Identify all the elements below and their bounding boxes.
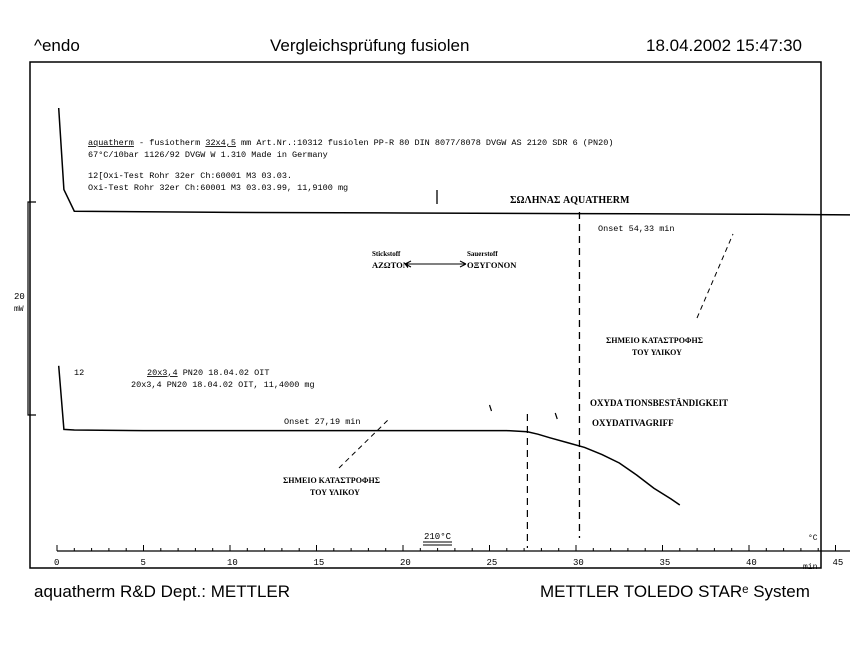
label-failure-1a: ΣΗΜΕΙΟ ΚΑΤΑΣΤΡΟΦΗΣ [606,336,703,345]
label-oxygen-gr: ΟΞΥΓΟΝΟΝ [467,260,517,270]
onset-marker-2 [490,405,558,419]
onset-label-2: Onset 27,19 min [284,417,361,427]
info-line-1a: - fusiotherm [133,138,206,148]
x-tick-label: 10 [227,558,238,568]
label-failure-2b: ΤΟΥ ΥΛΙΚΟΥ [310,488,360,497]
onset-label-1: Onset 54,33 min [598,224,675,234]
info-line-1b: mm Art.Nr.:10312 fusiolen PP-R 80 DIN 8077/8078 DVGW AS 2120 SDR 6 (PN20) [235,138,614,148]
x-tick-label: 15 [313,558,325,568]
sample2-line-1-rest: PN20 18.04.02 OIT [177,368,270,378]
x-tick-label: 20 [400,558,411,568]
label-aquatherm-pipe: ΣΩΛΗΝΑΣ AQUATHERM [510,195,630,206]
sample2-dim: 20x3,4 [147,368,178,378]
x-tick-label: 45 [832,558,844,568]
temperature-label: 210°C [424,532,452,542]
y-scale-unit: mW [14,305,24,314]
label-oxygen-de: Sauerstoff [467,250,498,258]
label-failure-1b: ΤΟΥ ΥΛΙΚΟΥ [632,348,682,357]
sample2-id: 12 [74,368,85,378]
series-line-1 [59,108,850,294]
header-title: Vergleichsprüfung fusiolen [270,36,470,55]
info-line-1 [88,138,613,148]
info-dim: 32x4,5 [205,138,236,148]
gas-switch-arrow [405,261,466,267]
label-nitrogen-de: Stickstoff [372,250,401,258]
header-left-endo: ^endo [34,36,80,55]
info-line-4: Oxi-Test Rohr 32er Ch:60001 M3 03.03.99, 11,9100 mg [88,183,349,193]
sample2-line-1 [147,368,269,378]
x-tick-label: 5 [140,558,146,568]
x-tick-label: 0 [54,558,60,568]
label-failure-2a: ΣΗΜΕΙΟ ΚΑΤΑΣΤΡΟΦΗΣ [283,476,380,485]
header-timestamp: 18.04.2002 15:47:30 [646,36,802,55]
x-unit-temp: °C [808,534,818,543]
y-scale-value: 20 [14,292,25,302]
x-tick-label: 30 [573,558,584,568]
failure-pointer-2 [339,420,388,468]
info-link: aquatherm [88,138,134,148]
footer-right: METTLER TOLEDO STARᵉ System [540,582,810,601]
label-oxidative-attack: OXYDATIVAGRIFF [592,418,674,428]
x-tick-label: 40 [746,558,757,568]
info-line-3: 12[Oxi-Test Rohr 32er Ch:60001 M3 03.03. [88,171,293,181]
x-tick-label: 35 [659,558,671,568]
x-tick-label: 25 [486,558,498,568]
label-nitrogen-gr: ΑΖΩΤΟΝ [372,260,409,270]
info-line-2: 67°C/10bar 1126/92 DVGW W 1.310 Made in Germany [88,150,328,160]
footer-left: aquatherm R&D Dept.: METTLER [34,582,291,601]
y-scale-bracket [28,202,36,415]
label-oxidation-resistance: OXYDA TIONSBESTÄNDIGKEIT [590,398,729,408]
x-axis-label: min [803,563,818,572]
failure-pointer-1 [697,234,733,318]
sample2-line-2: 20x3,4 PN20 18.04.02 OIT, 11,4000 mg [131,380,315,390]
